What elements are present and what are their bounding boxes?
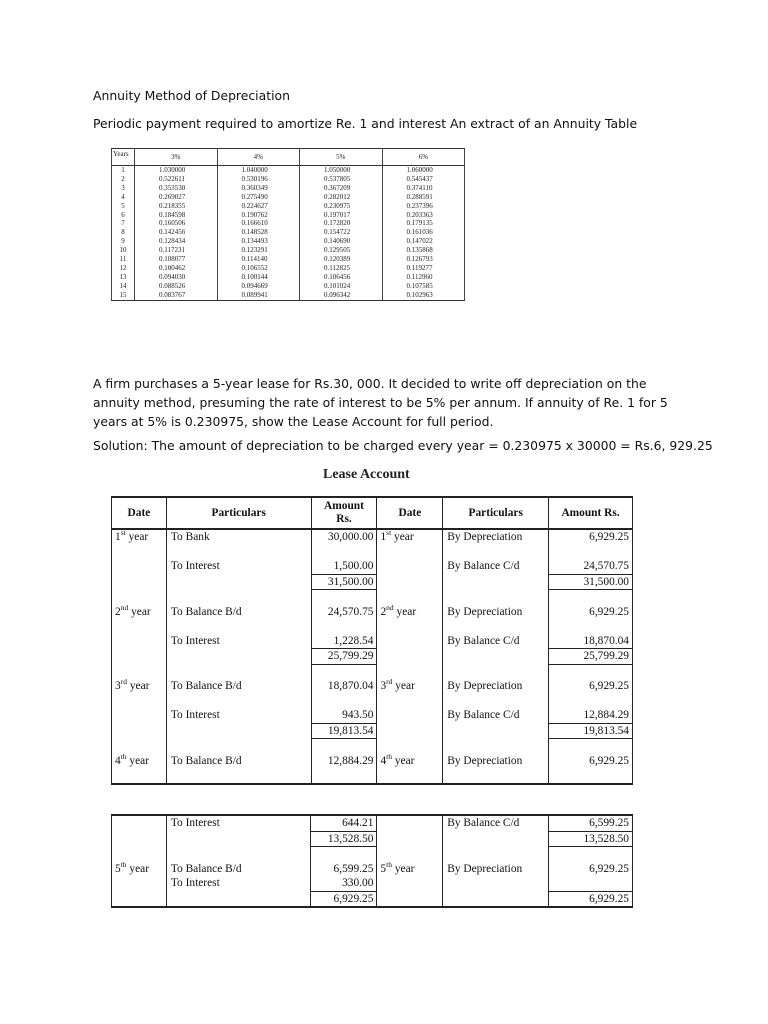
annuity-row	[112, 291, 465, 300]
credit-particular: By Depreciation	[443, 679, 549, 694]
annuity-value-cell: 0.106552	[217, 264, 300, 273]
date-cell	[377, 529, 443, 545]
annuity-value-cell: 0.089941	[217, 291, 300, 300]
year-number: 3	[380, 680, 387, 692]
date-cell	[377, 751, 443, 769]
lease-row	[112, 634, 633, 649]
year-number: 5	[115, 862, 121, 875]
annuity-value-cell: 0.269027	[135, 193, 218, 202]
annuity-value-cell: 0.129505	[300, 246, 383, 255]
year-suffix: th	[386, 751, 392, 761]
lease-total-row	[112, 891, 633, 907]
year-word: year	[394, 754, 415, 767]
debit-amount: 6,599.25	[311, 862, 377, 877]
debit-particular: To Balance B/d	[166, 605, 311, 620]
annuity-value-cell: 0.112825	[300, 264, 383, 273]
annuity-value-cell: 0.119277	[382, 264, 465, 273]
year-word: year	[131, 605, 151, 618]
debit-amount: 24,570.75	[311, 605, 377, 620]
lease-row	[112, 679, 633, 694]
annuity-header-5pct: 5%	[300, 149, 383, 166]
year-number: 3	[115, 680, 121, 692]
credit-amount: 6,599.25	[549, 815, 633, 831]
annuity-year-cell: 4	[112, 193, 135, 202]
annuity-year-cell: 1	[112, 166, 135, 175]
year-word: year	[129, 862, 150, 875]
annuity-value-cell: 1.050000	[300, 166, 383, 175]
solution-text: Solution: The amount of depreciation to be charged every year = 0.230975 x 30000 = Rs.6, 929.25	[93, 438, 713, 453]
annuity-row	[112, 184, 465, 193]
annuity-value-cell: 1.060000	[382, 166, 465, 175]
lease-total-row	[112, 574, 633, 590]
annuity-value-cell: 0.197017	[300, 211, 383, 220]
credit-total: 31,500.00	[549, 574, 633, 590]
annuity-value-cell: 0.114140	[217, 255, 300, 264]
annuity-year-cell: 15	[112, 291, 135, 300]
annuity-value-cell: 0.094669	[217, 282, 300, 291]
debit-particular: To Interest	[166, 634, 311, 649]
annuity-row	[112, 255, 465, 264]
lease-account-table-continued	[111, 814, 633, 908]
annuity-value-cell: 0.537805	[300, 175, 383, 184]
credit-total: 6,929.25	[549, 891, 633, 907]
annuity-row	[112, 202, 465, 211]
year-word: year	[128, 531, 149, 543]
year-number: 5	[380, 862, 387, 875]
annuity-year-cell: 14	[112, 282, 135, 291]
year-word: year	[396, 605, 417, 618]
annuity-value-cell: 0.100462	[135, 264, 218, 273]
annuity-row	[112, 273, 465, 282]
lease-account-title: Lease Account	[323, 467, 410, 482]
debit-total: 13,528.50	[311, 831, 377, 847]
credit-amount: 6,929.25	[549, 529, 633, 545]
debit-total: 6,929.25	[311, 891, 377, 907]
credit-amount: 18,870.04	[549, 634, 633, 649]
intro-text: Periodic payment required to amortize Re. 1 and interest An extract of an Annuity Table	[93, 116, 638, 131]
annuity-value-cell: 0.134493	[217, 237, 300, 246]
annuity-header-years: Years	[112, 149, 135, 166]
credit-total: 19,813.54	[549, 723, 633, 739]
annuity-value-cell: 1.040000	[217, 166, 300, 175]
annuity-value-cell: 0.172820	[300, 219, 383, 228]
date-cell	[112, 529, 167, 545]
lease-row	[112, 605, 633, 620]
lease-row	[112, 754, 633, 769]
debit-total: 31,500.00	[311, 574, 377, 590]
debit-particular: To Balance B/d	[166, 679, 311, 694]
annuity-value-cell: 0.096342	[300, 291, 383, 300]
year-suffix: rd	[120, 677, 127, 687]
year-number: 2	[115, 605, 121, 618]
annuity-year-cell: 7	[112, 219, 135, 228]
year-word: year	[394, 862, 415, 875]
credit-particular: By Balance C/d	[443, 634, 549, 649]
date-cell	[112, 859, 167, 877]
lease-account-table	[111, 496, 633, 785]
annuity-row	[112, 193, 465, 202]
lease-total-row	[112, 831, 633, 847]
debit-amount: 12,884.29	[311, 754, 377, 769]
annuity-value-cell: 0.522611	[135, 175, 218, 184]
debit-amount: 18,870.04	[311, 679, 377, 694]
annuity-value-cell: 0.123291	[217, 246, 300, 255]
annuity-row	[112, 219, 465, 228]
debit-particular: To Interest	[166, 815, 311, 831]
credit-amount: 24,570.75	[549, 559, 633, 574]
annuity-value-cell: 0.126793	[382, 255, 465, 264]
annuity-row	[112, 211, 465, 220]
date-cell	[112, 751, 167, 769]
annuity-value-cell: 0.148528	[217, 228, 300, 237]
lease-header-date-credit: Date	[377, 497, 443, 529]
annuity-header-3pct: 3%	[135, 149, 218, 166]
annuity-value-cell: 0.102963	[382, 291, 465, 300]
credit-amount: 6,929.25	[549, 754, 633, 769]
annuity-value-cell: 0.160506	[135, 219, 218, 228]
credit-particular: By Depreciation	[443, 529, 549, 545]
annuity-header-row	[112, 149, 465, 166]
annuity-value-cell: 0.237396	[382, 202, 465, 211]
annuity-value-cell: 0.190762	[217, 211, 300, 220]
annuity-value-cell: 0.275490	[217, 193, 300, 202]
annuity-value-cell: 0.154722	[300, 228, 383, 237]
annuity-value-cell: 0.112960	[382, 273, 465, 282]
year-suffix: nd	[386, 602, 394, 612]
annuity-value-cell: 0.230975	[300, 202, 383, 211]
annuity-row	[112, 282, 465, 291]
annuity-value-cell: 0.374110	[382, 184, 465, 193]
credit-particular: By Depreciation	[443, 862, 549, 877]
year-suffix: nd	[120, 602, 129, 612]
annuity-value-cell: 0.161036	[382, 228, 465, 237]
lease-row	[112, 876, 633, 891]
debit-amount: 644.21	[311, 815, 377, 831]
annuity-value-cell: 0.094030	[135, 273, 218, 282]
annuity-year-cell: 6	[112, 211, 135, 220]
annuity-value-cell: 0.147022	[382, 237, 465, 246]
lease-header-particulars: Particulars	[166, 497, 311, 529]
year-suffix: th	[386, 859, 392, 869]
annuity-value-cell: 0.367209	[300, 184, 383, 193]
debit-particular: To Balance B/d	[166, 862, 311, 877]
lease-header-amount-credit: Amount Rs.	[549, 497, 633, 529]
annuity-value-cell: 0.106456	[300, 273, 383, 282]
lease-header-date: Date	[112, 497, 167, 529]
credit-particular: By Balance C/d	[443, 708, 549, 723]
annuity-value-cell: 0.083767	[135, 291, 218, 300]
annuity-value-cell: 0.128434	[135, 237, 218, 246]
date-cell	[377, 679, 443, 694]
lease-row	[112, 559, 633, 574]
year-number: 2	[380, 605, 387, 618]
annuity-table	[111, 148, 465, 301]
annuity-row	[112, 246, 465, 255]
annuity-value-cell: 0.108077	[135, 255, 218, 264]
year-suffix: st	[120, 528, 126, 538]
annuity-value-cell: 0.117231	[135, 246, 218, 255]
credit-amount: 6,929.25	[549, 605, 633, 620]
credit-particular: By Balance C/d	[443, 559, 549, 574]
annuity-value-cell: 0.140690	[300, 237, 383, 246]
annuity-value-cell: 0.224627	[217, 202, 300, 211]
year-number: 4	[115, 754, 121, 767]
credit-amount: 6,929.25	[549, 679, 633, 694]
debit-total: 25,799.29	[311, 649, 377, 665]
debit-amount: 1,228.54	[311, 634, 377, 649]
year-suffix: th	[120, 751, 127, 761]
annuity-value-cell: 1.030000	[135, 166, 218, 175]
year-number: 4	[380, 754, 387, 767]
annuity-row	[112, 228, 465, 237]
annuity-value-cell: 0.218355	[135, 202, 218, 211]
lease-header-amount	[311, 497, 377, 529]
date-cell	[112, 602, 167, 620]
problem-text: A firm purchases a 5-year lease for Rs.30, 000. It decided to write off depreciation on the annuity method, presuming the rate of interest to be 5% per annum. If annuity of Re. 1 for 5 years at 5% is 0.230975, show the Lease Account for full period.	[93, 376, 668, 429]
annuity-value-cell: 0.100144	[217, 273, 300, 282]
annuity-value-cell: 0.142456	[135, 228, 218, 237]
debit-amount: 1,500.00	[311, 559, 377, 574]
lease-header-amount-line1: Amount	[324, 500, 364, 512]
lease-row	[112, 708, 633, 723]
annuity-row	[112, 237, 465, 246]
debit-amount: 943.50	[311, 708, 377, 723]
debit-particular: To Bank	[166, 529, 311, 545]
date-cell	[112, 679, 167, 694]
annuity-value-cell: 0.353530	[135, 184, 218, 193]
year-word: year	[395, 680, 415, 692]
annuity-value-cell: 0.282012	[300, 193, 383, 202]
page-heading: Annuity Method of Depreciation	[93, 88, 290, 103]
year-suffix: st	[386, 528, 392, 538]
annuity-value-cell: 0.530196	[217, 175, 300, 184]
annuity-value-cell: 0.184598	[135, 211, 218, 220]
annuity-value-cell: 0.545437	[382, 175, 465, 184]
lease-header-row	[112, 497, 633, 529]
credit-particular: By Depreciation	[443, 754, 549, 769]
annuity-value-cell: 0.203363	[382, 211, 465, 220]
lease-row	[112, 862, 633, 877]
annuity-row	[112, 175, 465, 184]
annuity-year-cell: 10	[112, 246, 135, 255]
lease-total-row	[112, 723, 633, 739]
date-cell	[377, 602, 443, 620]
annuity-year-cell: 9	[112, 237, 135, 246]
lease-header-amount-line2: Rs.	[336, 513, 352, 525]
year-number: 1	[380, 531, 387, 543]
annuity-value-cell: 0.101024	[300, 282, 383, 291]
debit-amount: 330.00	[311, 876, 377, 891]
annuity-year-cell: 13	[112, 273, 135, 282]
credit-amount: 6,929.25	[549, 862, 633, 877]
annuity-year-cell: 8	[112, 228, 135, 237]
date-cell	[377, 859, 443, 877]
annuity-value-cell: 0.088526	[135, 282, 218, 291]
year-word: year	[129, 680, 150, 692]
annuity-header-4pct: 4%	[217, 149, 300, 166]
credit-particular: By Balance C/d	[443, 815, 549, 831]
credit-amount: 12,884.29	[549, 708, 633, 723]
debit-amount: 30,000.00	[311, 529, 377, 545]
lease-row	[112, 529, 633, 545]
annuity-year-cell: 2	[112, 175, 135, 184]
lease-row	[112, 815, 633, 831]
annuity-year-cell: 12	[112, 264, 135, 273]
annuity-value-cell: 0.360349	[217, 184, 300, 193]
annuity-row	[112, 264, 465, 273]
annuity-value-cell: 0.166610	[217, 219, 300, 228]
credit-total: 13,528.50	[549, 831, 633, 847]
credit-particular: By Depreciation	[443, 605, 549, 620]
annuity-row	[112, 166, 465, 175]
year-suffix: rd	[386, 677, 393, 687]
annuity-value-cell: 0.107585	[382, 282, 465, 291]
annuity-value-cell: 0.179135	[382, 219, 465, 228]
annuity-year-cell: 5	[112, 202, 135, 211]
annuity-year-cell: 11	[112, 255, 135, 264]
lease-total-row	[112, 649, 633, 665]
credit-total: 25,799.29	[549, 649, 633, 665]
year-number: 1	[115, 531, 121, 543]
debit-particular: To Interest	[166, 708, 311, 723]
year-word: year	[129, 754, 150, 767]
year-suffix: th	[120, 859, 127, 869]
debit-total: 19,813.54	[311, 723, 377, 739]
debit-particular: To Interest	[166, 876, 311, 891]
annuity-year-cell: 3	[112, 184, 135, 193]
annuity-value-cell: 0.135868	[382, 246, 465, 255]
lease-header-particulars-credit: Particulars	[443, 497, 549, 529]
debit-particular: To Balance B/d	[166, 754, 311, 769]
annuity-value-cell: 0.120389	[300, 255, 383, 264]
debit-particular: To Interest	[166, 559, 311, 574]
annuity-header-6pct: 6%	[382, 149, 465, 166]
year-word: year	[394, 531, 414, 543]
annuity-value-cell: 0.288591	[382, 193, 465, 202]
